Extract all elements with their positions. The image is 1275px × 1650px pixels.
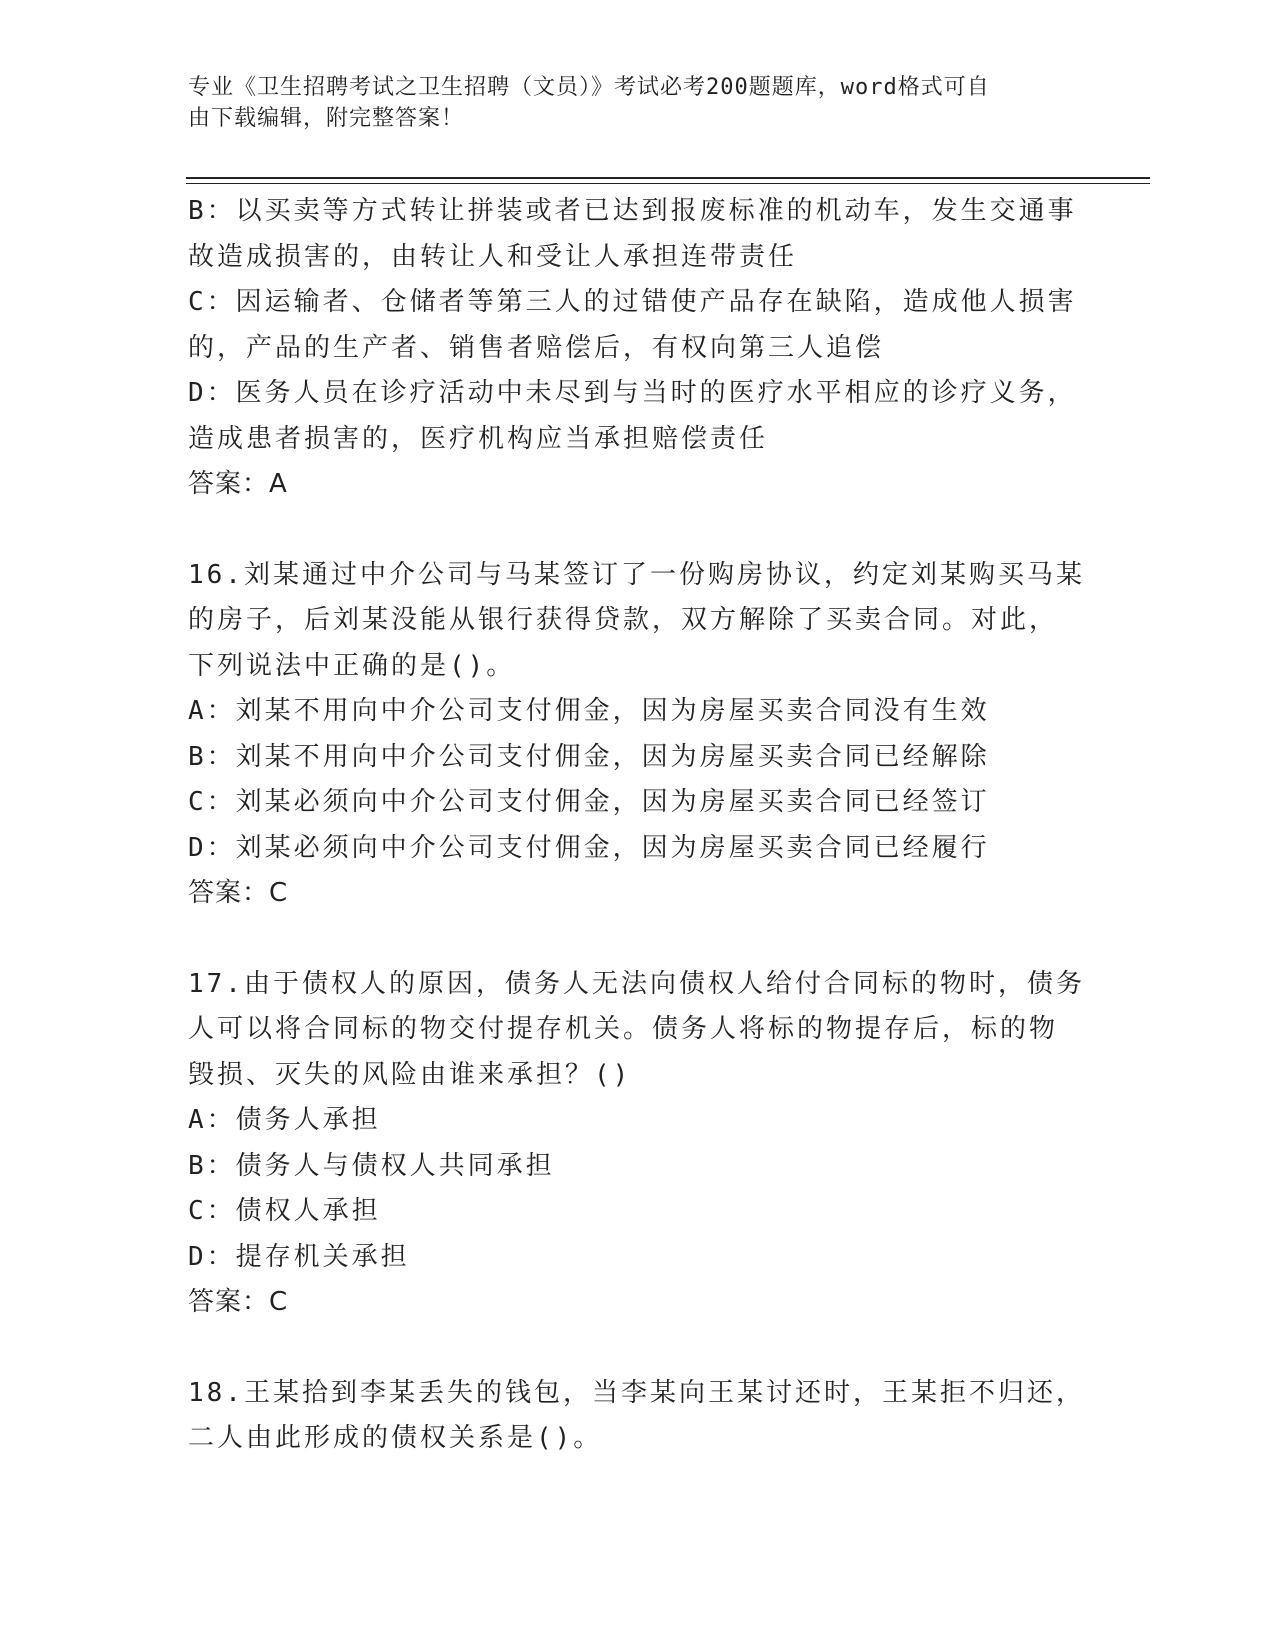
header-divider-thin (186, 183, 1150, 184)
question-stem: 16.刘某通过中介公司与马某签订了一份购房协议，约定刘某购买马某 (188, 559, 1085, 590)
question-17 (188, 962, 1088, 1326)
question-18 (188, 1371, 1088, 1462)
question-stem: 17.由于债权人的原因，债务人无法向债权人给付合同标的物时，债务 (188, 968, 1085, 999)
answer-line: 答案：C (188, 1287, 289, 1317)
question-stem: 毁损、灭失的风险由谁来承担？() (188, 1059, 632, 1090)
question-stem: 的房子，后刘某没能从银行获得贷款，双方解除了买卖合同。对此， (188, 605, 1059, 635)
question-stem: 二人由此形成的债权关系是()。 (188, 1423, 603, 1453)
option-line: C：因运输者、仓储者等第三人的过错使产品存在缺陷，造成他人损害 (188, 287, 1077, 317)
option-d: D：提存机关承担 (188, 1241, 410, 1272)
header-line: 由下载编辑，附完整答案！ (188, 106, 465, 131)
option-d: D：刘某必须向中介公司支付佣金，因为房屋买卖合同已经履行 (188, 832, 990, 863)
option-line: 故造成损害的，由转让人和受让人承担连带责任 (188, 241, 798, 272)
option-c: C：刘某必须向中介公司支付佣金，因为房屋买卖合同已经签订 (188, 787, 990, 817)
question-stem: 下列说法中正确的是()。 (188, 650, 516, 681)
option-line: D：医务人员在诊疗活动中未尽到与当时的医疗水平相应的诊疗义务， (188, 378, 1077, 408)
header-line: 专业《卫生招聘考试之卫生招聘（文员）》考试必考200题题库，word格式可自 (188, 75, 990, 100)
document-body (188, 189, 1088, 1462)
option-c: C：债权人承担 (188, 1196, 381, 1226)
question-16 (188, 553, 1088, 917)
question-stem: 人可以将合同标的物交付提存机关。债务人将标的物提存后，标的物 (188, 1014, 1059, 1044)
question-15-carryover (188, 189, 1088, 508)
answer-line: 答案：C (188, 878, 289, 908)
option-line: B：以买卖等方式转让拼装或者已达到报废标准的机动车，发生交通事 (188, 196, 1077, 226)
question-stem: 18.王某拾到李某丢失的钱包，当李某向王某讨还时，王某拒不归还， (188, 1377, 1085, 1408)
option-line: 造成患者损害的，医疗机构应当承担赔偿责任 (188, 423, 769, 454)
option-line: 的，产品的生产者、销售者赔偿后，有权向第三人追偿 (188, 332, 885, 363)
option-b: B：刘某不用向中介公司支付佣金，因为房屋买卖合同已经解除 (188, 741, 990, 772)
header-divider (186, 177, 1150, 179)
option-a: A：刘某不用向中介公司支付佣金，因为房屋买卖合同没有生效 (188, 696, 990, 726)
answer-line: 答案：A (188, 469, 288, 499)
option-b: B：债务人与债权人共同承担 (188, 1150, 555, 1181)
option-a: A：债务人承担 (188, 1105, 381, 1135)
document-header (188, 72, 1068, 134)
